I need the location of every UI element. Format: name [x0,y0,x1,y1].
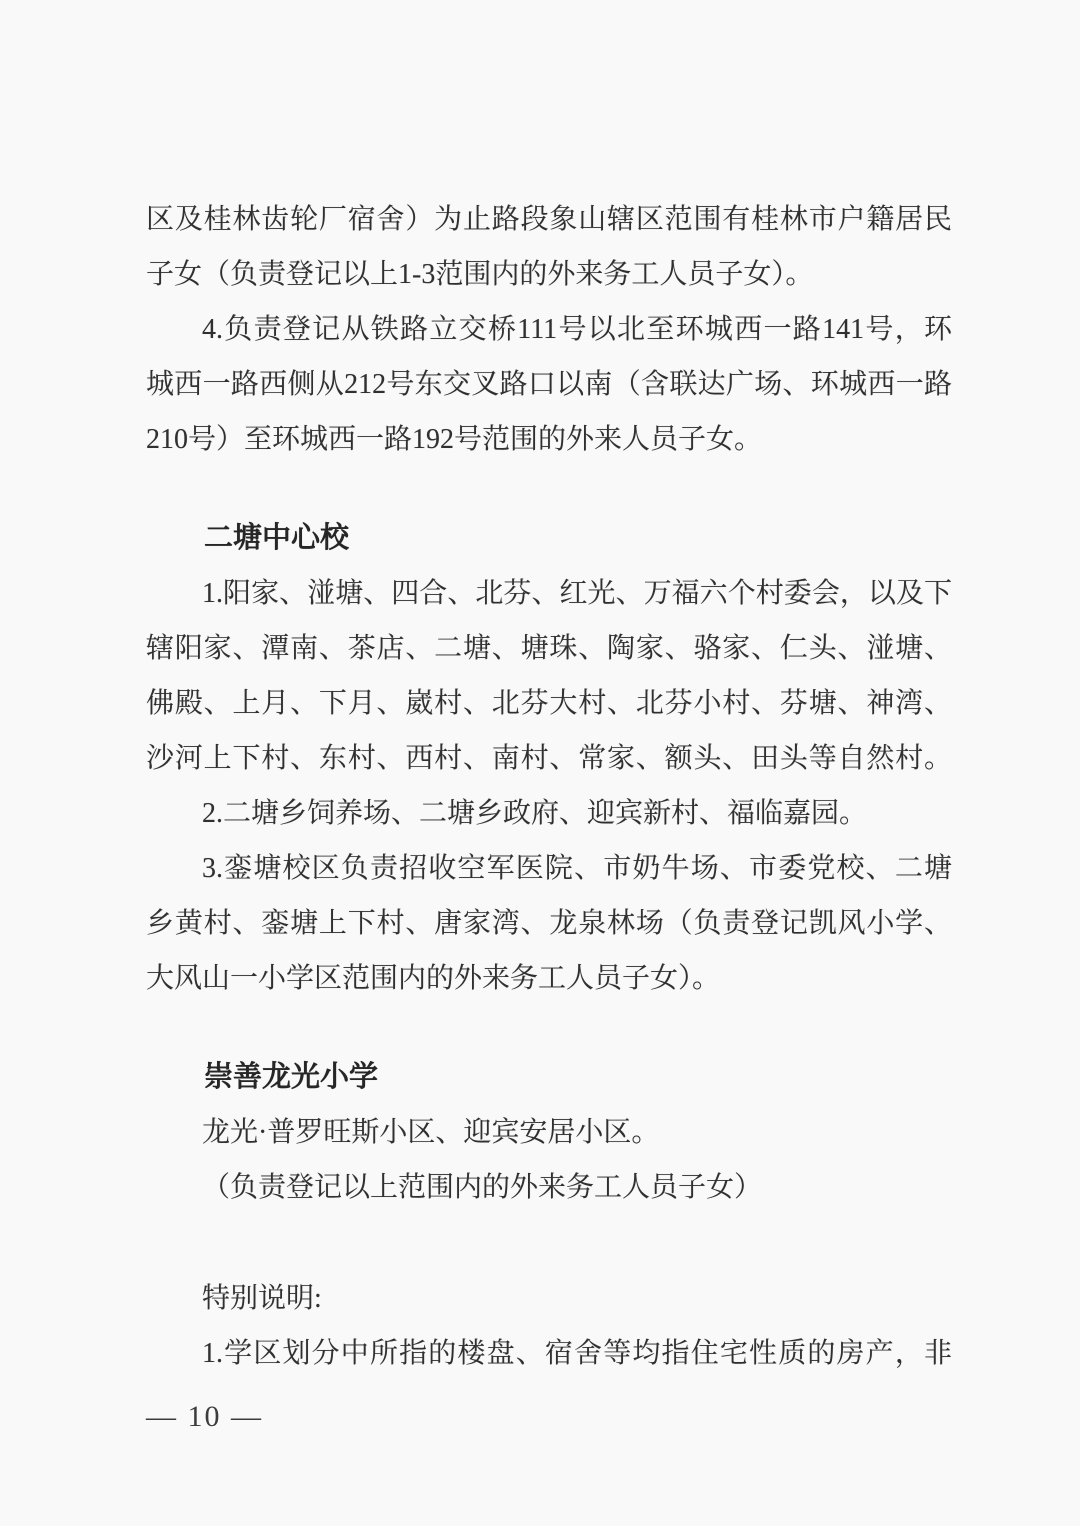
paragraph-intro-line-2: 子女（负责登记以上1-3范围内的外来务工人员子女）。 [146,259,814,290]
paragraph-ertang3-line-1: 3.銮塘校区负责招收空军医院、市奶牛场、市委党校、二塘 [202,853,952,884]
paragraph-ertang1-line-1: 1.阳家、湴塘、四合、北芬、红光、万福六个村委会，以及下 [202,578,952,609]
heading-ertang-central-school: 二塘中心校 [204,522,350,554]
paragraph-longguang-scope: 龙光·普罗旺斯小区、迎宾安居小区。 [202,1117,660,1148]
paragraph-note1-line-1: 1.学区划分中所指的楼盘、宿舍等均指住宅性质的房产，非 [202,1338,952,1369]
paragraph-item4-line-3: 210号）至环城西一路192号范围的外来人员子女。 [146,424,763,455]
paragraph-ertang3-line-3: 大风山一小学区范围内的外来务工人员子女）。 [146,963,721,994]
heading-chongshan-longguang-school: 崇善龙光小学 [204,1061,379,1093]
paragraph-ertang1-line-2: 辖阳家、潭南、茶店、二塘、塘珠、陶家、骆家、仁头、湴塘、 [146,633,952,664]
paragraph-ertang1-line-4: 沙河上下村、东村、西村、南村、常家、额头、田头等自然村。 [146,743,952,774]
paragraph-longguang-note: （负责登记以上范围内的外来务工人员子女） [202,1172,763,1203]
paragraph-item4-line-2: 城西一路西侧从212号东交叉路口以南（含联达广场、环城西一路 [146,369,952,400]
paragraph-ertang3-line-2: 乡黄村、銮塘上下村、唐家湾、龙泉林场（负责登记凯风小学、 [146,908,952,939]
paragraph-ertang2-line-1: 2.二塘乡饲养场、二塘乡政府、迎宾新村、福临嘉园。 [202,798,868,829]
document-body [146,192,952,1381]
paragraph-ertang1-line-3: 佛殿、上月、下月、崴村、北芬大村、北芬小村、芬塘、神湾、 [146,688,952,719]
page-number: — 10 — [146,1400,263,1433]
paragraph-item4-line-1: 4.负责登记从铁路立交桥111号以北至环城西一路141号，环 [202,314,952,345]
paragraph-intro-line-1: 区及桂林齿轮厂宿舍）为止路段象山辖区范围有桂林市户籍居民 [146,204,952,235]
note-heading-special-instructions: 特别说明: [202,1283,322,1314]
